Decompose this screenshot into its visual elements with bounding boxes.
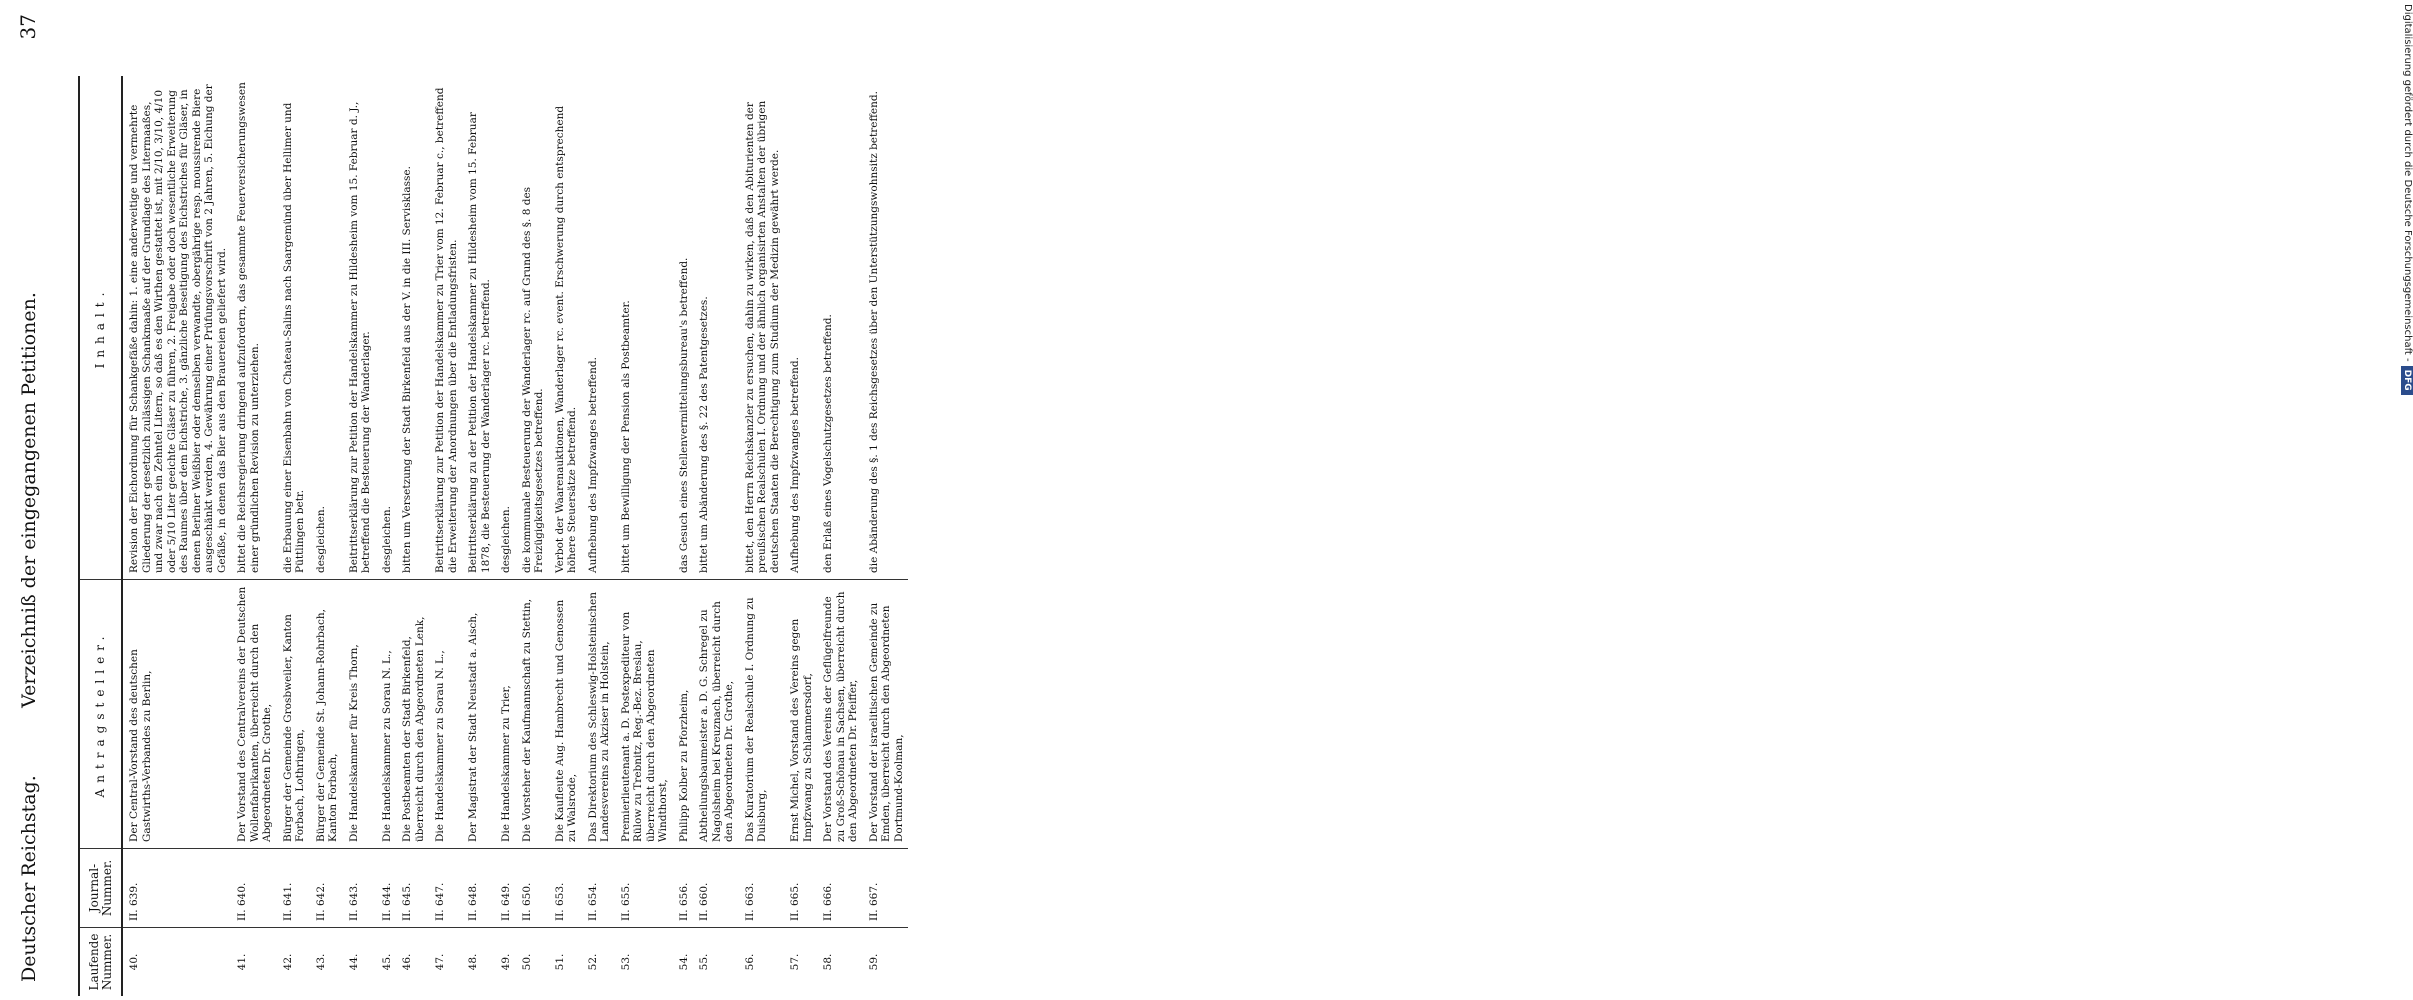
row-number: 53. <box>619 953 632 971</box>
petitioner: Bürger der Gemeinde St. Johann-Rohrbach, Kanton Forbach, <box>310 580 343 849</box>
petition-content: den Erlaß eines Vogelschutzgesetzes betreffend. <box>817 76 863 580</box>
row-number: 51. <box>553 953 566 971</box>
row-number: 55. <box>698 953 710 971</box>
petitioner: Das Direktorium des Schleswig-Holsteinischen Landesvereins zu Akziser in Holstein, <box>582 580 615 849</box>
row-number: 50. <box>520 953 533 971</box>
petitioner: Der Central-Vorstand des deutschen Gastwirths-Verbandes zu Berlin, <box>122 580 231 849</box>
row-number: 48. <box>467 953 479 971</box>
journal-number: II. 663. <box>739 849 785 928</box>
table-row <box>231 76 277 996</box>
journal-number: II. 656. <box>673 849 694 928</box>
dfg-sidebar <box>1413 0 2413 1000</box>
journal-number: II. 666. <box>817 849 863 928</box>
journal-number: II. 650. <box>516 849 549 928</box>
journal-number: II. 660. <box>693 849 739 928</box>
table-row <box>673 76 694 996</box>
petition-content: desgleichen. <box>495 76 516 580</box>
header-title: Verzeichniß der eingegangenen Petitionen. <box>18 292 40 708</box>
petition-content: Beitrittserklärung zur Petition der Handelskammer zu Trier vom 12. Februar c., betreffend die Erweiterung der Anordnungen über die Entladungsfristen. <box>429 76 462 580</box>
petitioner: Bürger der Gemeinde Grosbweiler, Kanton Forbach, Lothringen, <box>277 580 310 849</box>
petition-content: das Gesuch eines Stellenvermittelungsbureau's betreffend. <box>673 76 694 580</box>
petition-content: die Abänderung des §. 1 des Reichsgesetzes über den Unterstützungswohnsitz betreffend. <box>863 76 909 580</box>
row-number: 45. <box>380 953 393 971</box>
journal-number: II. 654. <box>582 849 615 928</box>
petition-content: bittet die Reichsregierung dringend aufzufordern, das gesammte Feuerversicherungswesen einer gründlichen Revision zu unterziehen. <box>231 76 277 580</box>
row-number: 58. <box>822 953 834 971</box>
table-row <box>462 76 495 996</box>
row-number: 59. <box>867 953 880 971</box>
table-row <box>582 76 615 996</box>
petitioner: Abtheilungsbaumeister a. D. G. Schregel zu Nagolsheim bei Kreuznach, überreicht durch den Abgeordneten Dr. Grothe, <box>693 580 739 849</box>
row-number: 47. <box>434 953 446 971</box>
table-row <box>376 76 397 996</box>
petition-content: Aufhebung des Impfzwanges betreffend. <box>784 76 817 580</box>
petitions-table <box>78 76 908 996</box>
petitioner: Die Postbeamten der Stadt Birkenfeld, überreicht durch den Abgeordneten Lenk, <box>396 580 429 849</box>
petitioner: Philipp Kolber zu Pforzheim, <box>673 580 694 849</box>
journal-number: II. 642. <box>310 849 343 928</box>
petitioner: Der Vorstand der israelitischen Gemeinde zu Emden, überreicht durch den Abgeordneten Dortmund-Koolman, <box>863 580 909 849</box>
journal-number: II. 639. <box>122 849 231 928</box>
journal-number: II. 655. <box>615 849 673 928</box>
table-row <box>549 76 582 996</box>
table-row <box>396 76 429 996</box>
petitioner: Die Kaufleute Aug. Hambrecht und Genossen zu Walsrode, <box>549 580 582 849</box>
row-number: 57. <box>789 953 801 971</box>
petition-content: bittet um Bewilligung der Pension als Postbeamter. <box>615 76 673 580</box>
row-number: 44. <box>347 953 360 971</box>
petitioner: Ernst Michel, Vorstand des Vereins gegen Impfzwang zu Schlammersdorf, <box>784 580 817 849</box>
petitioner: Premierlieutenant a. D. Postexpediteur von Rülow zu Trebnitz, Reg.-Bez. Breslau, überreicht durch den Abgeordneten Windthorst, <box>615 580 673 849</box>
table-row <box>122 76 231 996</box>
petitioner: Die Handelskammer zu Sorau N. L., <box>376 580 397 849</box>
journal-number: II. 649. <box>495 849 516 928</box>
dfg-credit <box>2393 4 2413 994</box>
col-journal: Journal-Nummer. <box>79 849 122 928</box>
petitioner: Der Vorstand des Vereins der Geflügelfreunde zu Groß-Schönau in Sachsen, überreicht durch den Abgeordneten Dr. Pfeiffer, <box>817 580 863 849</box>
petition-content: Revision der Eichordnung für Schankgefäße dahin: 1. eine anderweitige und vermehrte Gliederung der gesetzlich zulässigen Schankmaaße auf der Grundlage des Litermaaßes, und zwar nach ein Zehntel Litern, so daß es den Wirthen gestattet ist, mit 2/10, 3/10, 4/10 oder 5/10 Liter geeichte Gläser zu führen, 2. Freigabe oder doch wesentliche Erweiterung des Raumes über dem Eichstriche, 3. gänzliche Beseitigung des Eichstriches für Gläser, in denen Berliner Weißbier oder demselben verwandte, obergährige resp. moussirende Biere ausgeschänkt werden, 4. Gewährung einer Prüfungsvorschrift von 2 Jahren, 5. Eichung der Gefäße, in denen das Bier aus den Brauereien geliefert wird. <box>122 76 231 580</box>
table-row <box>784 76 817 996</box>
petitioner: Die Handelskammer für Kreis Thorn, <box>343 580 376 849</box>
row-number: 43. <box>314 953 327 971</box>
petition-content: bittet um Abänderung des §. 22 des Patentgesetzes. <box>693 76 739 580</box>
table-row <box>343 76 376 996</box>
journal-number: II. 665. <box>784 849 817 928</box>
table-row <box>495 76 516 996</box>
petitioner: Die Vorsteher der Kaufmannschaft zu Stettin, <box>516 580 549 849</box>
row-number: 49. <box>500 953 512 971</box>
journal-number: II. 647. <box>429 849 462 928</box>
page-number: 37 <box>16 14 40 40</box>
table-row <box>429 76 462 996</box>
petition-content: Beitrittserklärung zur Petition der Handelskammer zu Hildesheim vom 15. Februar d. J., betreffend die Besteuerung der Wanderlager. <box>343 76 376 580</box>
row-number: 54. <box>677 953 690 971</box>
journal-number: II. 641. <box>277 849 310 928</box>
petition-content: die kommunale Besteuerung der Wanderlager rc. auf Grund des §. 8 des Freizügigkeitsgesetzes betreffend. <box>516 76 549 580</box>
col-inhalt: Inhalt. <box>79 76 122 580</box>
table-row <box>310 76 343 996</box>
table-header-row <box>79 76 122 996</box>
journal-number: II. 653. <box>549 849 582 928</box>
table-row <box>863 76 909 996</box>
table-body <box>122 76 908 996</box>
dfg-credit-text: Digitalisierung gefördert durch die Deutsche Forschungsgemeinschaft - <box>2402 4 2413 362</box>
petitioner: Der Magistrat der Stadt Neustadt a. Aisch, <box>462 580 495 849</box>
petition-content: bittet, den Herrn Reichskanzler zu ersuchen, dahin zu wirken, daß den Abiturienten der preußischen Realschulen I. Ordnung und der ähnlich organisirten Anstalten der übrigen deutschen Staaten die Berechtigung zum Studium der Medizin gewährt werde. <box>739 76 785 580</box>
petitioner: Die Handelskammer zu Trier, <box>495 580 516 849</box>
petition-content: die Erbauung einer Eisenbahn von Chateau-Salins nach Saargemünd über Hellimer und Püttlingen betr. <box>277 76 310 580</box>
table-row <box>277 76 310 996</box>
col-laufende: Laufende Nummer. <box>79 928 122 997</box>
petitioner: Der Vorstand des Centralvereins der Deutschen Wollenfabrikanten, überreicht durch den Abgeordneten Dr. Grothe, <box>231 580 277 849</box>
row-number: 56. <box>743 953 756 971</box>
journal-number: II. 640. <box>231 849 277 928</box>
petition-content: desgleichen. <box>376 76 397 580</box>
header-left: Deutscher Reichstag. <box>18 775 40 982</box>
row-number: 42. <box>281 953 294 971</box>
petition-content: bitten um Versetzung der Stadt Birkenfeld aus der V. in die III. Servisklasse. <box>396 76 429 580</box>
row-number: 52. <box>586 953 599 971</box>
journal-number: II. 643. <box>343 849 376 928</box>
dfg-logo: DFG <box>2401 366 2413 395</box>
table-row <box>615 76 673 996</box>
table-row <box>817 76 863 996</box>
row-number: 40. <box>128 953 140 971</box>
row-number: 41. <box>236 953 248 971</box>
journal-number: II. 645. <box>396 849 429 928</box>
table-row <box>693 76 739 996</box>
page-header <box>0 0 60 1000</box>
petition-content: Verbot der Waarenauktionen, Wanderlager rc. event. Erschwerung durch entsprechend höhere Steuersätze betreffend. <box>549 76 582 580</box>
table-row <box>739 76 785 996</box>
petition-content: desgleichen. <box>310 76 343 580</box>
petition-content: Aufhebung des Impfzwanges betreffend. <box>582 76 615 580</box>
petitioner: Die Handelskammer zu Sorau N. L., <box>429 580 462 849</box>
journal-number: II. 648. <box>462 849 495 928</box>
journal-number: II. 667. <box>863 849 909 928</box>
petitioner: Das Kuratorium der Realschule I. Ordnung zu Duisburg, <box>739 580 785 849</box>
col-antragsteller: Antragsteller. <box>79 580 122 849</box>
petition-content: Beitrittserklärung zu der Petition der Handelskammer zu Hildesheim vom 15. Februar 1878, die Besteuerung der Wanderlager rc. betreffend. <box>462 76 495 580</box>
journal-number: II. 644. <box>376 849 397 928</box>
row-number: 46. <box>401 953 413 971</box>
table-row <box>516 76 549 996</box>
